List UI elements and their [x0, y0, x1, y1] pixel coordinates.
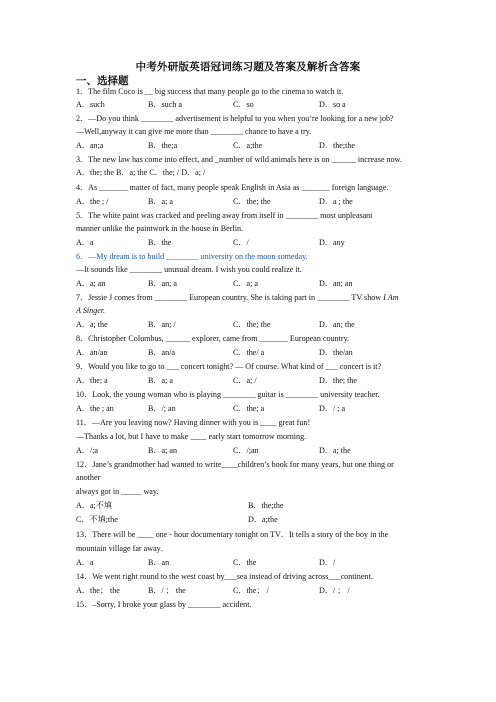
question-15: 15．–Sorry, I broke your glass by ________ accident.: [76, 600, 252, 609]
option-a[interactable]: A．an/an: [76, 348, 108, 357]
option-a[interactable]: A．such: [76, 100, 105, 109]
question-10: 10．Look, the young woman who is playing ________ guitar is ________ university teacher.: [76, 390, 380, 399]
question-11: 11．—Are you leaving now? Having dinner with you is ____ great fun!: [76, 418, 311, 427]
option-b[interactable]: B．the: [148, 238, 172, 247]
question-11-line2: —Thanks a lot, but I have to make ____ early start tomorrow morning.: [76, 432, 307, 441]
option-a[interactable]: A．/;a: [76, 446, 99, 455]
option-b[interactable]: B．an/a: [148, 348, 175, 357]
option-b[interactable]: B．a; a: [148, 376, 173, 385]
option-d[interactable]: D．a;the: [248, 515, 278, 524]
option-c[interactable]: C．the; the: [233, 197, 271, 206]
question-2: 2．—Do you think ________ advertisement is helpful to you when you’re looking for a new job?: [76, 114, 394, 123]
question-9: 9．Would you like to go to ___ concert tonight? — Of course. What kind of ___ concert is it?: [76, 362, 382, 371]
option-a[interactable]: A．the ; /: [76, 197, 109, 206]
option-b[interactable]: B．an; /: [148, 320, 176, 329]
section-heading: 一、选择题: [76, 75, 129, 87]
option-a[interactable]: A．a; the: [76, 320, 108, 329]
option-c[interactable]: C．the； /: [233, 586, 269, 595]
question-6: 6．—My dream is to build ________ university on the moon someday.: [76, 252, 308, 261]
option-b[interactable]: B．a; an: [148, 446, 177, 455]
option-d[interactable]: D．a; the: [319, 446, 351, 455]
question-13: 13．There will be ____ one - hour documentary tonight on TV．It tells a story of the boy in the: [76, 530, 389, 539]
question-5-line2: manner unlike the paintwork in the house in Berlin.: [76, 224, 244, 233]
option-c[interactable]: C．a; a: [233, 279, 258, 288]
option-a[interactable]: A．the ; an: [76, 404, 114, 413]
option-c[interactable]: C．the; a: [233, 404, 265, 413]
question-7-text: 7．Jessie J comes from ________ European country. She is taking part in ________ TV show: [76, 293, 382, 302]
option-c[interactable]: C．/;an: [233, 446, 259, 455]
option-a[interactable]: A．an;a: [76, 141, 104, 150]
question-12-line3: always got in _____ way.: [76, 487, 159, 496]
question-1: 1．The film Coco is __ big success that many people go to the cinema to watch it.: [76, 87, 344, 96]
question-8: 8．Christopher Columbus, ______ explorer, came from _______ European country.: [76, 334, 350, 343]
option-b[interactable]: B．a; a: [148, 197, 173, 206]
option-d[interactable]: D．/ ； /: [319, 586, 350, 595]
question-7-title: I Am: [383, 293, 399, 302]
question-7: [76, 293, 399, 303]
option-a[interactable]: A．a: [76, 558, 94, 567]
option-b[interactable]: B．such a: [148, 100, 182, 109]
option-b[interactable]: B．/ ； the: [148, 586, 186, 595]
option-c[interactable]: C．a; /: [233, 376, 257, 385]
question-6-line2: —It sounds like ________ unusual dream. I wish you could realize it.: [76, 265, 302, 274]
option-c[interactable]: C．so: [233, 100, 254, 109]
option-a[interactable]: A．the； the: [76, 586, 120, 595]
option-d[interactable]: D．the/an: [319, 348, 353, 357]
question-12: 12．Jane’s grandmother had wanted to write____children’s book for many years, but one thing or: [76, 460, 394, 469]
option-d[interactable]: D．the;the: [319, 141, 355, 150]
question-5: 5．The white paint was cracked and peeling away from itself in ________ most unpleasant: [76, 211, 373, 220]
option-a[interactable]: A．a;不填: [76, 501, 112, 510]
option-c[interactable]: C．不填;the: [76, 515, 118, 524]
option-d[interactable]: D．/: [319, 558, 336, 567]
option-a[interactable]: A．a; an: [76, 279, 106, 288]
option-a[interactable]: A．a: [76, 238, 94, 247]
option-b[interactable]: B．the;a: [148, 141, 178, 150]
question-13-line2: mountain village far away．: [76, 544, 169, 553]
option-d[interactable]: D．/ ; a: [319, 404, 346, 413]
question-12-line2: another: [76, 473, 101, 482]
options-3: A．the; the B．a; the C．the; / D．a; /: [76, 168, 206, 177]
option-d[interactable]: D．an; an: [319, 279, 353, 288]
option-b[interactable]: B．/; an: [148, 404, 176, 413]
option-b[interactable]: B．the;the: [248, 501, 284, 510]
option-c[interactable]: C．the: [233, 558, 257, 567]
option-d[interactable]: D．the; the: [319, 376, 357, 385]
option-c[interactable]: C．a;the: [233, 141, 263, 150]
option-c[interactable]: C．the/ a: [233, 348, 265, 357]
question-7-line2: A Singer.: [76, 306, 106, 315]
question-3: 3．The new law has come into effect, and _number of wild animals here is on ______ increase now.: [76, 155, 402, 164]
option-c[interactable]: C．the; the: [233, 320, 271, 329]
option-d[interactable]: D．a ; the: [319, 197, 353, 206]
option-b[interactable]: B．an: [148, 558, 170, 567]
question-2-line2: —Well,anyway it can give me more than ________ chance to have a try.: [76, 127, 312, 136]
option-c[interactable]: C．/: [233, 238, 249, 247]
option-b[interactable]: B．an; a: [148, 279, 177, 288]
page-title: 中考外研版英语冠词练习题及答案及解析含答案: [135, 61, 361, 73]
question-14: 14．We went right round to the west coast by___sea instead of driving across___continent．: [76, 572, 379, 581]
option-d[interactable]: D．any: [319, 238, 345, 247]
option-d[interactable]: D．so a: [319, 100, 346, 109]
option-a[interactable]: A．the; a: [76, 376, 108, 385]
option-d[interactable]: D．an; the: [319, 320, 355, 329]
question-4: 4．As _______ matter of fact, many people speak English in Asia as _______ foreign language.: [76, 183, 389, 192]
